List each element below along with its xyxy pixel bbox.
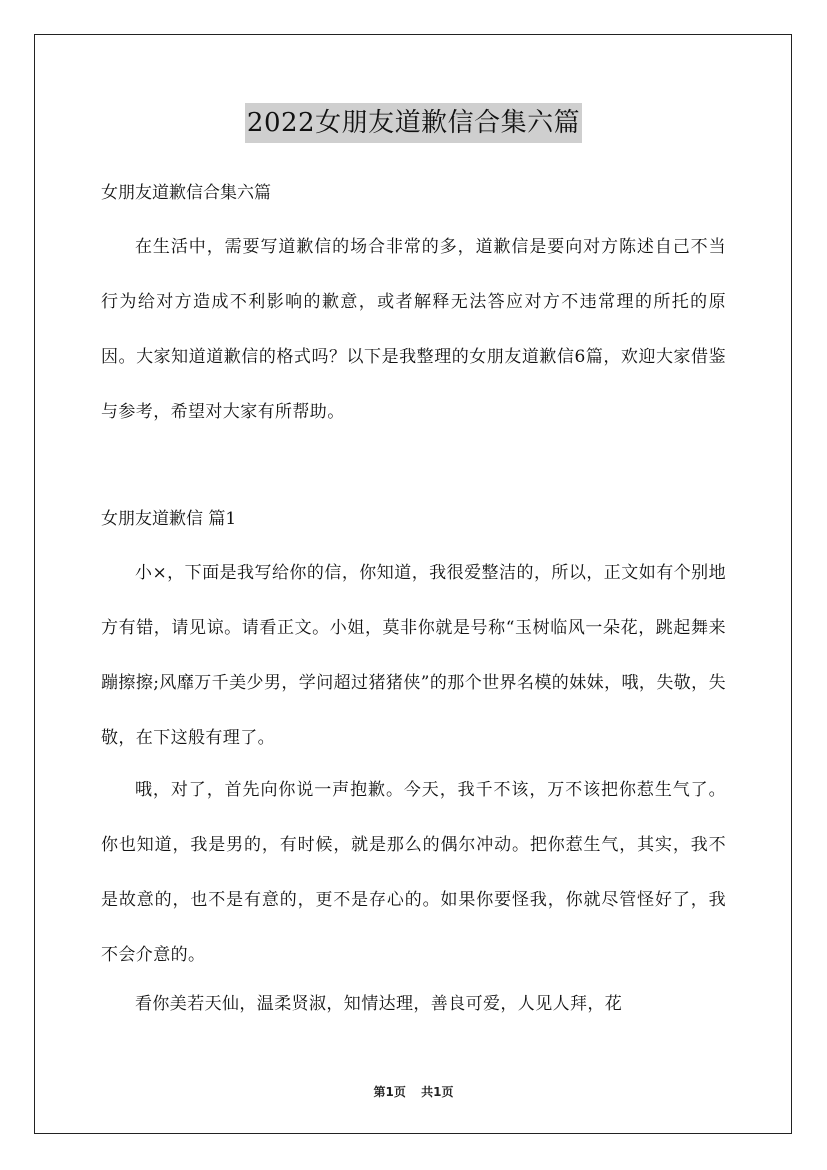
page-number-label: 第1页 xyxy=(373,1085,406,1099)
body-paragraph: 看你美若天仙，温柔贤淑，知情达理，善良可爱，人见人拜，花 xyxy=(135,994,623,1014)
body-paragraph: 哦，对了，首先向你说一声抱歉。今天，我千不该，万不该把你惹生气了。你也知道，我是男的，有时候，就是那么的偶尔冲动。把你惹生气，其实，我不是故意的，也不是有意的，更不是存心的。如果你要怪我，你就尽管怪好了，我不会介意的。 xyxy=(101,780,726,965)
document-title: 2022女朋友道歉信合集六篇 xyxy=(245,103,582,143)
document-subtitle: 女朋友道歉信合集六篇 xyxy=(101,183,271,203)
page-footer xyxy=(0,1083,827,1100)
section-heading: 女朋友道歉信 篇1 xyxy=(101,509,237,529)
intro-paragraph: 在生活中，需要写道歉信的场合非常的多，道歉信是要向对方陈述自己不当行为给对方造成不利影响的歉意，或者解释无法答应对方不违常理的所托的原因。大家知道道歉信的格式吗？以下是我整理的女朋友道歉信6篇，欢迎大家借鉴与参考，希望对大家有所帮助。 xyxy=(101,237,726,422)
total-pages-label: 共1页 xyxy=(421,1085,454,1099)
body-paragraph: 小×，下面是我写给你的信，你知道，我很爱整洁的，所以，正文如有个别地方有错，请见谅。请看正文。小姐，莫非你就是号称“玉树临风一朵花，跳起舞来蹦擦擦;风靡万千美少男，学问超过猪猪侠”的那个世界名模的妹妹，哦，失敬，失敬，在下这般有理了。 xyxy=(101,563,726,748)
document-title-wrapper xyxy=(0,103,827,143)
